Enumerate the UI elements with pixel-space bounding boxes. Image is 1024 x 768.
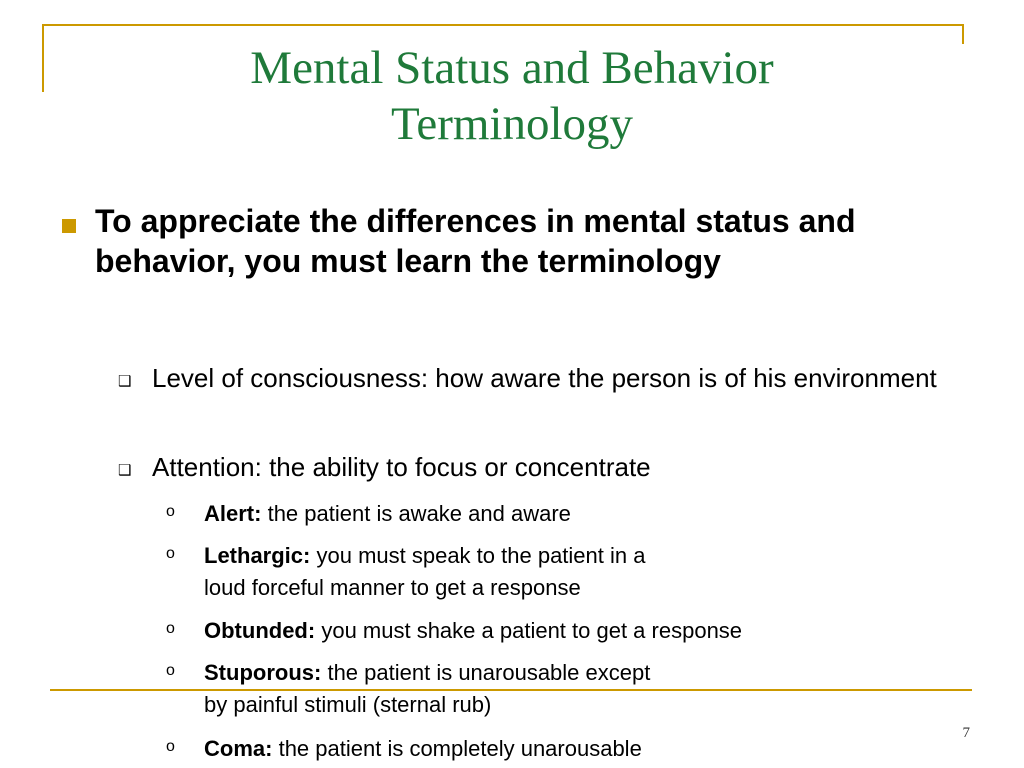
sub-bullet-text: Level of consciousness: how aware the person is of his environment <box>152 363 937 393</box>
term-definition: the patient is awake and aware <box>267 501 571 526</box>
slide-title-line-1: Mental Status and Behavior <box>250 42 774 94</box>
slide-title-line-2: Terminology <box>390 98 634 150</box>
sub-bullet-text: Attention: the ability to focus or concentrate <box>152 452 651 482</box>
term-item-obtunded <box>166 615 926 647</box>
term-item-coma <box>166 733 926 765</box>
hollow-square-bullet-icon: ❑ <box>118 462 132 479</box>
term-label: Alert: <box>204 501 262 526</box>
term-item-alert <box>166 498 926 530</box>
term-definition: you must speak to the patient in a <box>316 543 646 568</box>
term-definition-continued: loud forceful manner to get a response <box>204 575 581 600</box>
hollow-circle-bullet-icon: o <box>166 620 175 637</box>
term-item-stuporous <box>166 657 926 721</box>
term-definition: you must shake a patient to get a response <box>321 618 743 643</box>
hollow-circle-bullet-icon: o <box>166 503 175 520</box>
term-label: Stuporous: <box>204 660 322 685</box>
term-definition-continued: by painful stimuli (sternal rub) <box>204 692 492 717</box>
term-label: Coma: <box>204 736 273 761</box>
sub-bullet-attention <box>118 450 958 484</box>
term-definition: the patient is completely unarousable <box>278 736 642 761</box>
slide-page-number: 7 <box>962 725 970 741</box>
hollow-square-bullet-icon: ❑ <box>118 373 132 390</box>
hollow-circle-bullet-icon: o <box>166 662 175 679</box>
main-bullet-text: To appreciate the differences in mental status and behavior, you must learn the terminology <box>95 203 856 279</box>
term-definition: the patient is unarousable except <box>327 660 651 685</box>
frame-top-line <box>42 24 964 26</box>
sub-bullet-level-of-consciousness <box>118 361 958 395</box>
frame-left-line <box>42 24 44 92</box>
slide-title <box>60 40 964 152</box>
hollow-circle-bullet-icon: o <box>166 738 175 755</box>
hollow-circle-bullet-icon: o <box>166 545 175 562</box>
term-item-lethargic <box>166 540 926 604</box>
gold-square-bullet-icon <box>62 219 76 233</box>
term-label: Lethargic: <box>204 543 311 568</box>
term-label: Obtunded: <box>204 618 316 643</box>
main-bullet-item <box>62 201 942 281</box>
